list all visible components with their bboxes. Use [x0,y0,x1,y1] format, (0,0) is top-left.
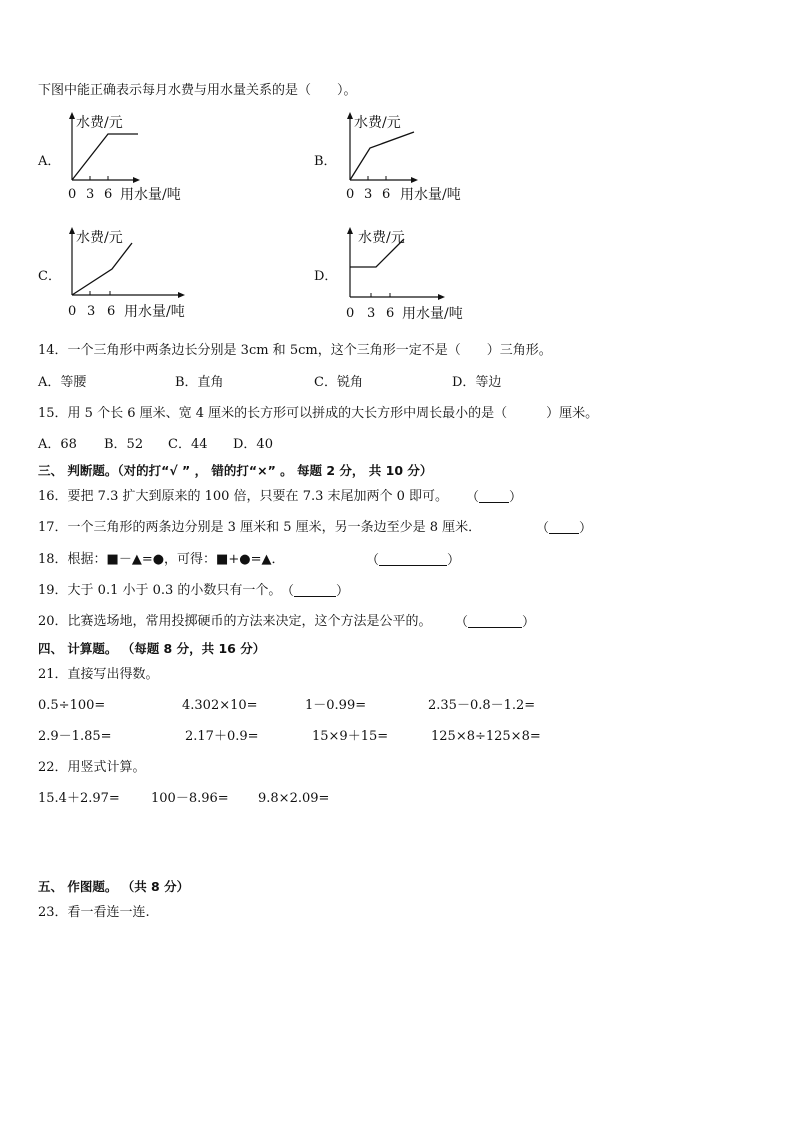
q13-stem: 下图中能正确表示每月水费与用水量关系的是（ ）。 [38,83,357,98]
graph-b-ylabel: 水费/元 [354,115,401,131]
q20-answer-paren[interactable]: （ ） [455,615,536,630]
graph-a-x-arrow [133,177,140,183]
q23-stem: 23．看一看连一连. [38,905,150,920]
q19-stem: 19．大于 0.1 小于 0.3 的小数只有一个。 [38,583,282,598]
graph-b [338,110,498,203]
q13-option-d-label: D． [314,269,338,284]
graph-c-tick-6: 6 [107,304,116,319]
graph-d-tick-3: 3 [367,306,376,321]
graph-c-tick-0: 0 [68,304,77,319]
q22-item-3: 9.8×2.09= [258,791,330,806]
graph-a-ylabel: 水费/元 [76,115,123,131]
q15-option-d: D．40 [233,437,273,452]
graph-c [60,225,220,325]
q22-stem: 22．用竖式计算。 [38,760,146,775]
graph-d-x-arrow [438,294,445,300]
q21-item-7: 15×9＋15= [312,729,389,744]
q21-item-3: 1－0.99= [305,698,367,713]
graph-d-xlabel: 用水量/吨 [402,306,463,322]
section-3-title: 三、 判断题。（对的打“√ ” ， 错的打“×” 。 每题 2 分， 共 10 分） [38,463,433,478]
q13-option-b-label: B． [314,154,337,169]
q21-stem: 21．直接写出得数。 [38,667,159,682]
q14-option-d: D．等边 [452,375,502,390]
q13-option-a-label: A． [38,154,61,169]
q21-item-1: 0.5÷100= [38,698,106,713]
graph-a-tick-3: 3 [86,187,95,202]
graph-b-tick-6: 6 [382,187,391,202]
q16-stem: 16．要把 7.3 扩大到原来的 100 倍，只要在 7.3 末尾加两个 0 即可。 [38,489,449,504]
q17-answer-paren[interactable]: （ ） [536,521,593,536]
graph-a-tick-0: 0 [68,187,77,202]
q14-option-a: A．等腰 [38,375,87,390]
graph-b-xlabel: 用水量/吨 [400,187,461,203]
q14-stem: 14．一个三角形中两条边长分别是 3cm 和 5cm，这个三角形一定不是（ ）三角形。 [38,343,552,358]
q15-option-a: A．68 [38,437,77,452]
graph-c-tick-3: 3 [87,304,96,319]
section-4-title: 四、 计算题。 （每题 8 分，共 16 分） [38,641,266,656]
graph-a-y-arrow [69,112,75,119]
graph-c-y-arrow [69,227,75,234]
graph-a-tick-6: 6 [104,187,113,202]
q20-stem: 20．比赛选场地，常用投掷硬币的方法来决定，这个方法是公平的。 [38,614,432,629]
q19-answer-paren[interactable]: （ ） [281,584,350,599]
graph-a-xlabel: 用水量/吨 [120,187,181,203]
q15-option-c: C．44 [168,437,208,452]
graph-c-line [72,243,132,295]
graph-b-tick-0: 0 [346,187,355,202]
q21-item-2: 4.302×10= [182,698,258,713]
section-5-title: 五、 作图题。 （共 8 分） [38,879,190,894]
q21-item-4: 2.35－0.8－1.2= [428,698,536,713]
graph-b-y-arrow [347,112,353,119]
graph-c-ylabel: 水费/元 [76,230,123,246]
q13-option-c-label: C． [38,269,61,284]
graph-c-xlabel: 用水量/吨 [124,304,185,320]
q22-item-2: 100－8.96= [151,791,229,806]
graph-a-line [72,134,138,180]
graph-b-line [350,132,414,180]
graph-d-ylabel: 水费/元 [358,230,405,246]
graph-d [338,225,498,325]
graph-b-tick-3: 3 [364,187,373,202]
graph-b-x-arrow [411,177,418,183]
graph-a [60,110,220,203]
q22-item-1: 15.4＋2.97= [38,791,120,806]
q14-option-c: C．锐角 [314,375,363,390]
q21-item-8: 125×8÷125×8= [431,729,541,744]
graph-c-x-arrow [178,292,185,298]
q21-item-5: 2.9－1.85= [38,729,112,744]
q17-stem: 17．一个三角形的两条边分别是 3 厘米和 5 厘米，另一条边至少是 8 厘米． [38,520,482,535]
q18-stem: 18．根据：■－▲=●，可得：■+●=▲． [38,552,285,567]
q21-item-6: 2.17＋0.9= [185,729,259,744]
q16-answer-paren[interactable]: （ ） [466,490,523,505]
graph-d-tick-6: 6 [386,306,395,321]
graph-d-tick-0: 0 [346,306,355,321]
q14-option-b: B．直角 [175,375,224,390]
graph-d-y-arrow [347,227,353,234]
q15-stem: 15．用 5 个长 6 厘米、宽 4 厘米的长方形可以拼成的大长方形中周长最小的是（ ）厘米。 [38,406,599,421]
q18-answer-paren[interactable]: （ ） [366,553,461,568]
q15-option-b: B．52 [104,437,144,452]
